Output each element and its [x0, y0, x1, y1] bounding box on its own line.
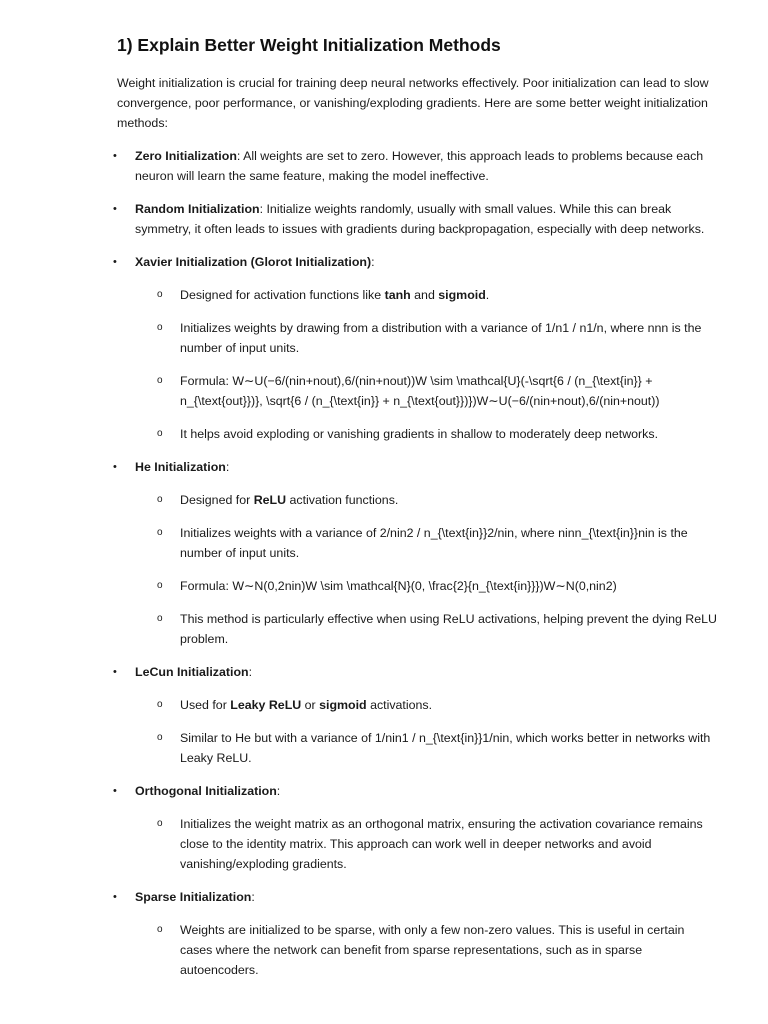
sub-text: Designed for activation functions like — [180, 288, 385, 302]
method-suffix: : — [371, 255, 375, 269]
sub-bullet-icon: o — [157, 494, 163, 505]
bullet-icon: • — [113, 256, 117, 268]
sub-text: activations. — [366, 698, 433, 712]
list-item-sparse-initialization — [113, 887, 717, 980]
sub-text: activation functions. — [286, 493, 399, 507]
sub-list — [135, 920, 717, 980]
bullet-icon: • — [113, 666, 117, 678]
intro-paragraph: Weight initialization is crucial for training deep neural networks effectively. Poor initialization can lead to slow convergence, poor performance, or vanishing/exploding gradients. Here are some better weight initialization methods: — [117, 76, 709, 130]
sub-bullet-icon: o — [157, 428, 163, 439]
method-name: Zero Initialization — [135, 149, 237, 163]
emphasis: sigmoid — [319, 698, 367, 712]
emphasis: tanh — [384, 288, 411, 302]
sub-item — [135, 490, 717, 510]
sub-item — [135, 285, 717, 305]
sub-text: and — [410, 288, 439, 302]
bullet-icon: • — [113, 785, 117, 797]
sub-list — [135, 490, 717, 649]
list-item-random-initialization — [113, 199, 717, 239]
method-name: LeCun Initialization — [135, 665, 249, 679]
sub-text: Weights are initialized to be sparse, with only a few non-zero values. This is useful in certain cases where the network can benefit from sparse representations, such as in sparse autoencoders. — [180, 923, 685, 977]
sub-bullet-icon: o — [157, 322, 163, 333]
sub-item — [135, 371, 717, 411]
method-description: : Initialize weights randomly, usually with small values. While this can break symmetry, it often leads to issues with gradients during backpropagation, especially with deep networks. — [135, 202, 705, 236]
bullet-icon: • — [113, 891, 117, 903]
method-suffix: : — [248, 665, 253, 679]
sub-item — [135, 728, 717, 768]
bullet-icon: • — [113, 461, 117, 473]
sub-text: Initializes weights by drawing from a distribution with a variance of 1/n1 / n1/n, where nnn is the number of input units. — [180, 321, 702, 355]
sub-bullet-icon: o — [157, 732, 163, 743]
list-item-xavier-initialization — [113, 252, 717, 444]
document-page — [113, 30, 717, 993]
formula-text: Formula: W∼N(0,2nin)W \sim \mathcal{N}(0, \frac{2}{n_{\text{in}}})W∼N(0,nin2) — [180, 579, 617, 593]
sub-item — [135, 695, 717, 715]
sub-text: Used for — [180, 698, 231, 712]
method-name: Random Initialization — [135, 202, 260, 216]
sub-item — [135, 424, 717, 444]
method-name: He Initialization — [135, 460, 226, 474]
sub-text: This method is particularly effective when using ReLU activations, helping prevent the dying ReLU problem. — [180, 612, 717, 646]
emphasis: Leaky ReLU — [230, 698, 302, 712]
sub-item — [135, 920, 717, 980]
list-item-he-initialization — [113, 457, 717, 649]
method-suffix: : — [276, 784, 281, 798]
formula-text: Formula: W∼U(−6/(nin+nout),6/(nin+nout))W \sim \mathcal{U}(-\sqrt{6 / (n_{\text{in}} + n_{\text{out}})}, \sqrt{6 / (n_{\text{in}} + n_{\text{out}})})W∼U(−6/(nin+nout),6/(nin+nout)) — [180, 374, 660, 408]
sub-bullet-icon: o — [157, 527, 163, 538]
sub-item — [135, 523, 717, 563]
sub-item — [135, 576, 717, 596]
method-description: : All weights are set to zero. However, this approach leads to problems because each neuron will learn the same feature, making the model ineffective. — [135, 149, 704, 183]
sub-text: Initializes weights with a variance of 2/nin2 / n_{\text{in}}2/nin, where ninn_{\text{in}}nin is the number of input units. — [180, 526, 688, 560]
method-suffix: : — [225, 460, 230, 474]
sub-list — [135, 695, 717, 768]
sub-list — [135, 285, 717, 444]
list-item-orthogonal-initialization — [113, 781, 717, 874]
sub-text: Designed for — [180, 493, 254, 507]
sub-item — [135, 609, 717, 649]
sub-text: It helps avoid exploding or vanishing gradients in shallow to moderately deep networks. — [180, 427, 659, 441]
method-name: Xavier Initialization (Glorot Initialization) — [135, 255, 372, 269]
sub-item — [135, 318, 717, 358]
sub-bullet-icon: o — [157, 580, 163, 591]
sub-bullet-icon: o — [157, 375, 163, 386]
sub-text: or — [301, 698, 320, 712]
sub-bullet-icon: o — [157, 699, 163, 710]
method-list — [113, 146, 717, 980]
emphasis: sigmoid — [438, 288, 486, 302]
page-title: 1) Explain Better Weight Initialization Methods — [117, 35, 501, 55]
emphasis: ReLU — [253, 493, 287, 507]
list-item-lecun-initialization — [113, 662, 717, 768]
method-name: Sparse Initialization — [135, 890, 252, 904]
bullet-icon: • — [113, 203, 117, 215]
sub-item — [135, 814, 717, 874]
method-suffix: : — [251, 890, 255, 904]
sub-text: Similar to He but with a variance of 1/nin1 / n_{\text{in}}1/nin, which works better in networks with Leaky ReLU. — [180, 731, 711, 765]
sub-bullet-icon: o — [157, 818, 163, 829]
sub-text: . — [485, 288, 490, 302]
sub-text: Initializes the weight matrix as an orthogonal matrix, ensuring the activation covariance remains close to the identity matrix. This approach can work well in deeper networks and avoid vanishing/exploding gradients. — [180, 817, 703, 871]
sub-bullet-icon: o — [157, 613, 163, 624]
list-item-zero-initialization — [113, 146, 717, 186]
sub-list — [135, 814, 717, 874]
sub-bullet-icon: o — [157, 924, 163, 935]
method-name: Orthogonal Initialization — [135, 784, 277, 798]
bullet-icon: • — [113, 150, 117, 162]
sub-bullet-icon: o — [157, 289, 163, 300]
